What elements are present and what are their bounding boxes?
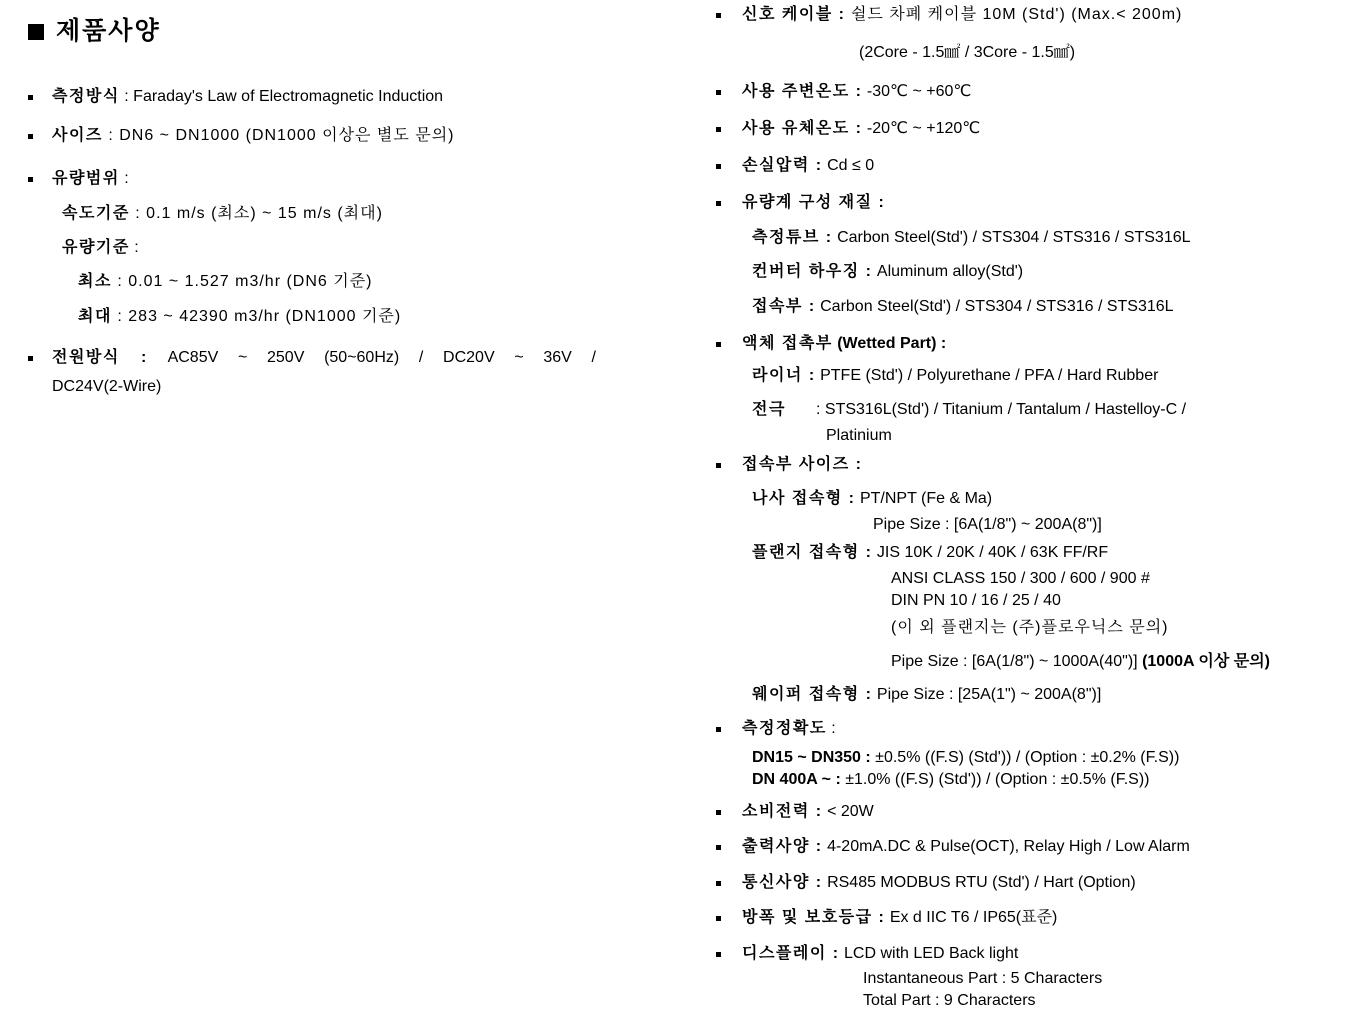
- page-title: [28, 16, 161, 46]
- spec-flange: 플랜지 접속형 : JIS 10K / 20K / 40K / 63K FF/RF: [752, 544, 1109, 561]
- spec-measurement-method: 측정방식 : Faraday's Law of Electromagnetic Induction: [52, 88, 444, 105]
- spec-screw: 나사 접속형 : PT/NPT (Fe & Ma): [752, 490, 993, 507]
- spec-wetted: 액체 접촉부 (Wetted Part) :: [742, 335, 947, 352]
- bullet-icon: [28, 177, 33, 182]
- spec-communication: 통신사양 : RS485 MODBUS RTU (Std') / Hart (Option): [742, 874, 1136, 891]
- spec-accuracy-1: DN15 ~ DN350 : ±0.5% ((F.S) (Std')) / (Option : ±0.2% (F.S)): [752, 749, 1180, 766]
- spec-tube: 측정튜브 : Carbon Steel(Std') / STS304 / STS316 / STS316L: [752, 229, 1191, 246]
- bullet-icon: [716, 13, 721, 18]
- bullet-icon: [716, 127, 721, 132]
- spec-ambient-temp: 사용 주변온도 : -30℃ ~ +60℃: [742, 83, 972, 100]
- spec-fluid-temp: 사용 유체온도 : -20℃ ~ +120℃: [742, 120, 981, 137]
- spec-material: 유량계 구성 재질 :: [742, 194, 886, 211]
- square-bullet-icon: [28, 24, 44, 40]
- bullet-icon: [28, 356, 33, 361]
- bullet-icon: [716, 164, 721, 169]
- bullet-icon: [716, 201, 721, 206]
- spec-flow-basis: 유량기준 :: [62, 239, 139, 256]
- spec-flow-range: 유량범위 :: [52, 170, 129, 187]
- spec-accuracy: 측정정확도 :: [742, 720, 836, 737]
- bullet-icon: [28, 134, 33, 139]
- spec-size: 사이즈 : DN6 ~ DN1000 (DN1000 이상은 별도 문의): [52, 127, 455, 144]
- spec-flange-ansi: ANSI CLASS 150 / 300 / 600 / 900 #: [891, 570, 1150, 587]
- spec-signal-cable: 신호 케이블 : 쉴드 차폐 케이블 10M (Std') (Max.< 200m): [742, 6, 1183, 23]
- spec-accuracy-2: DN 400A ~ : ±1.0% ((F.S) (Std')) / (Option : ±0.5% (F.S)): [752, 771, 1150, 788]
- bullet-icon: [716, 342, 721, 347]
- bullet-icon: [716, 916, 721, 921]
- spec-display: 디스플레이 : LCD with LED Back light: [742, 945, 1019, 962]
- spec-output: 출력사양 : 4-20mA.DC & Pulse(OCT), Relay High / Low Alarm: [742, 838, 1190, 855]
- bullet-icon: [716, 90, 721, 95]
- spec-housing: 컨버터 하우징 : Aluminum alloy(Std'): [752, 263, 1024, 280]
- spec-power-line2: DC24V(2-Wire): [52, 378, 162, 395]
- spec-flow-min: 최소 : 0.01 ~ 1.527 m3/hr (DN6 기준): [78, 273, 373, 290]
- section-title: 제품사양: [56, 17, 161, 45]
- spec-velocity: 속도기준 : 0.1 m/s (최소) ~ 15 m/s (최대): [62, 205, 383, 222]
- bullet-icon: [716, 845, 721, 850]
- bullet-icon: [716, 463, 721, 468]
- spec-power: 전원방식 : AC85V ~ 250V (50~60Hz) / DC20V ~ 36V /: [52, 349, 596, 366]
- spec-explosion-proof: 방폭 및 보호등급 : Ex d IIC T6 / IP65(표준): [742, 909, 1058, 926]
- spec-electrode-line2: Platinium: [826, 427, 892, 444]
- bullet-icon: [716, 727, 721, 732]
- spec-liner: 라이너 : PTFE (Std') / Polyurethane / PFA / Hard Rubber: [752, 367, 1159, 384]
- bullet-icon: [716, 952, 721, 957]
- bullet-icon: [716, 881, 721, 886]
- spec-display-instantaneous: Instantaneous Part : 5 Characters: [863, 970, 1103, 987]
- spec-electrode-label: 전극: [752, 401, 786, 418]
- spec-flange-pipe: Pipe Size : [6A(1/8") ~ 1000A(40")] (1000A 이상 문의): [891, 653, 1270, 670]
- spec-signal-cable-line2: (2Core - 1.5㎟ / 3Core - 1.5㎟): [859, 44, 1076, 61]
- spec-flange-din: DIN PN 10 / 16 / 25 / 40: [891, 592, 1061, 609]
- spec-wafer: 웨이퍼 접속형 : Pipe Size : [25A(1") ~ 200A(8")]: [752, 686, 1102, 703]
- spec-display-total: Total Part : 9 Characters: [863, 992, 1036, 1009]
- spec-electrode-value: : STS316L(Std') / Titanium / Tantalum / Hastelloy-C /: [816, 401, 1187, 418]
- spec-connection-size: 접속부 사이즈 :: [742, 456, 863, 473]
- bullet-icon: [716, 810, 721, 815]
- bullet-icon: [28, 95, 33, 100]
- spec-pressure-loss: 손실압력 : Cd ≤ 0: [742, 157, 875, 174]
- spec-consumption: 소비전력 : < 20W: [742, 803, 874, 820]
- spec-flange-other: (이 외 플랜지는 (주)플로우닉스 문의): [891, 619, 1169, 636]
- spec-flow-max: 최대 : 283 ~ 42390 m3/hr (DN1000 기준): [78, 308, 402, 325]
- spec-connection: 접속부 : Carbon Steel(Std') / STS304 / STS316 / STS316L: [752, 298, 1174, 315]
- spec-screw-pipe: Pipe Size : [6A(1/8") ~ 200A(8")]: [873, 516, 1102, 533]
